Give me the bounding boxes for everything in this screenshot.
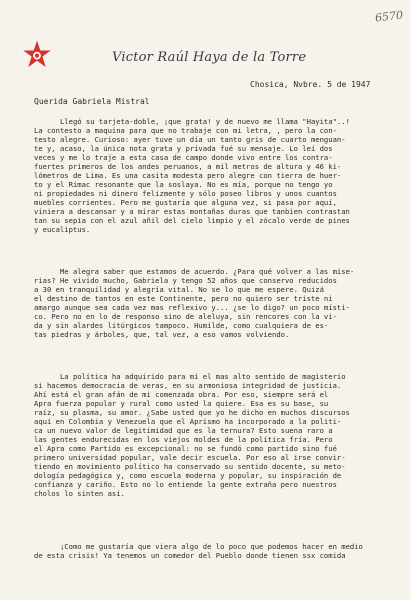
red-star-emblem-icon xyxy=(22,40,52,70)
paragraph-1: Llegó su tarjeta-doble, ¡que grata! y de nuevo me llama "Hayita"..! La contesto a maquina para que no trabaje con mi letra, , pero la con- testo alegre. Curioso: ayer tuve un día un tanto gris de cuarto menguan- te y, acaso, la única nota grata y privada fué su mensaje. Lo leí dos veces y me lo traje a esta casa de campo donde vivo entre los contra- fuertes primeros de los andes peruanos, a mil metros de altura y 46 ki- lómetros de Lima. Es una casita modesta pero alegre con tierra de huer- to y el Rimac resonante que la soslaya. No es mía, porque no tengo yo ni propiedades ni dinero felizmente y sólo poseo libros y unos cuantos muebles corrientes. Pero me gustaría que alguna vez, si pasa por aquí, viniera a descansar y a mirar estas montañas duras que tanbien contrastan tan su sepia con el azul añil del cielo limpio y el zócalo verde de pines y eucaliptus. xyxy=(34,117,350,234)
salutation: Querida Gabriela Mistral xyxy=(34,97,150,106)
paragraph-4: ¡Como me gustaría que viera algo de lo poco que podemos hacer en medio de esta crisis! Ya tenemos un comedor del Pueblo donde tienen ssx comida xyxy=(34,542,363,560)
letterhead-signature-name: Victor Raúl Haya de la Torre xyxy=(112,50,307,65)
archive-number: 6570 xyxy=(374,8,404,25)
paragraph-3: La política ha adquirido para mí el mas alto sentido de magisterio si hacemos democracia de veras, en su armoniosa integridad de justicia. Ahí está el gran afán de mi comenzada obra. Por eso, siempre será el Apra fuerza popular y rural como usted la quiere. Esa es su base, su raíz, su plasma, su amor. ¿Sabe usted que yo he dicho en muchos discursos aquí en Colombia y Venezuela que el Aprismo ha incorporado a la politi- ca un nuevo valor de legitimidad que es la ternura? Esto suena raro a las gentes endurecidas en los viejos moldes de la política fría. Pero el Apra como Partido es excepcional: no se fundó como partido sino fué primero universidad popular, vale decir escuela. Por eso al irse convir- tiendo en movimiento político ha conservado su sentido docente, su meto- dología pedagógica y, como escuela moderna y popular, su inspiración de confianza y cariño. Esto no lo entiende la gente extraña pero nuestros cholos lo sinten así. xyxy=(34,372,350,498)
paragraph-2: Me alegra saber que estamos de acuerdo. ¿Para qué volver a las mise- rias? He vivido mucho, Gabriela y tengo 52 años que conservo reducidos a 30 en tranquilidad y alegría vital. No se lo que me espere. Quizá el destino de tantos en este Continente, pero no quiero ser triste ni amargo aunque sea cada vez mas reflexivo y... ¿se lo digo? un poco místi- co. Pero no en lo de responso sino de aleluya, sin rencores con la vi- da y sin alardes litúrgicos tampoco. Humilde, como cualquiera de es- tas piedras y árboles, que, tal vez, a eso vamos volviendo. xyxy=(34,267,355,339)
date-line: Chosica, Nvbre. 5 de 1947 xyxy=(250,80,371,89)
